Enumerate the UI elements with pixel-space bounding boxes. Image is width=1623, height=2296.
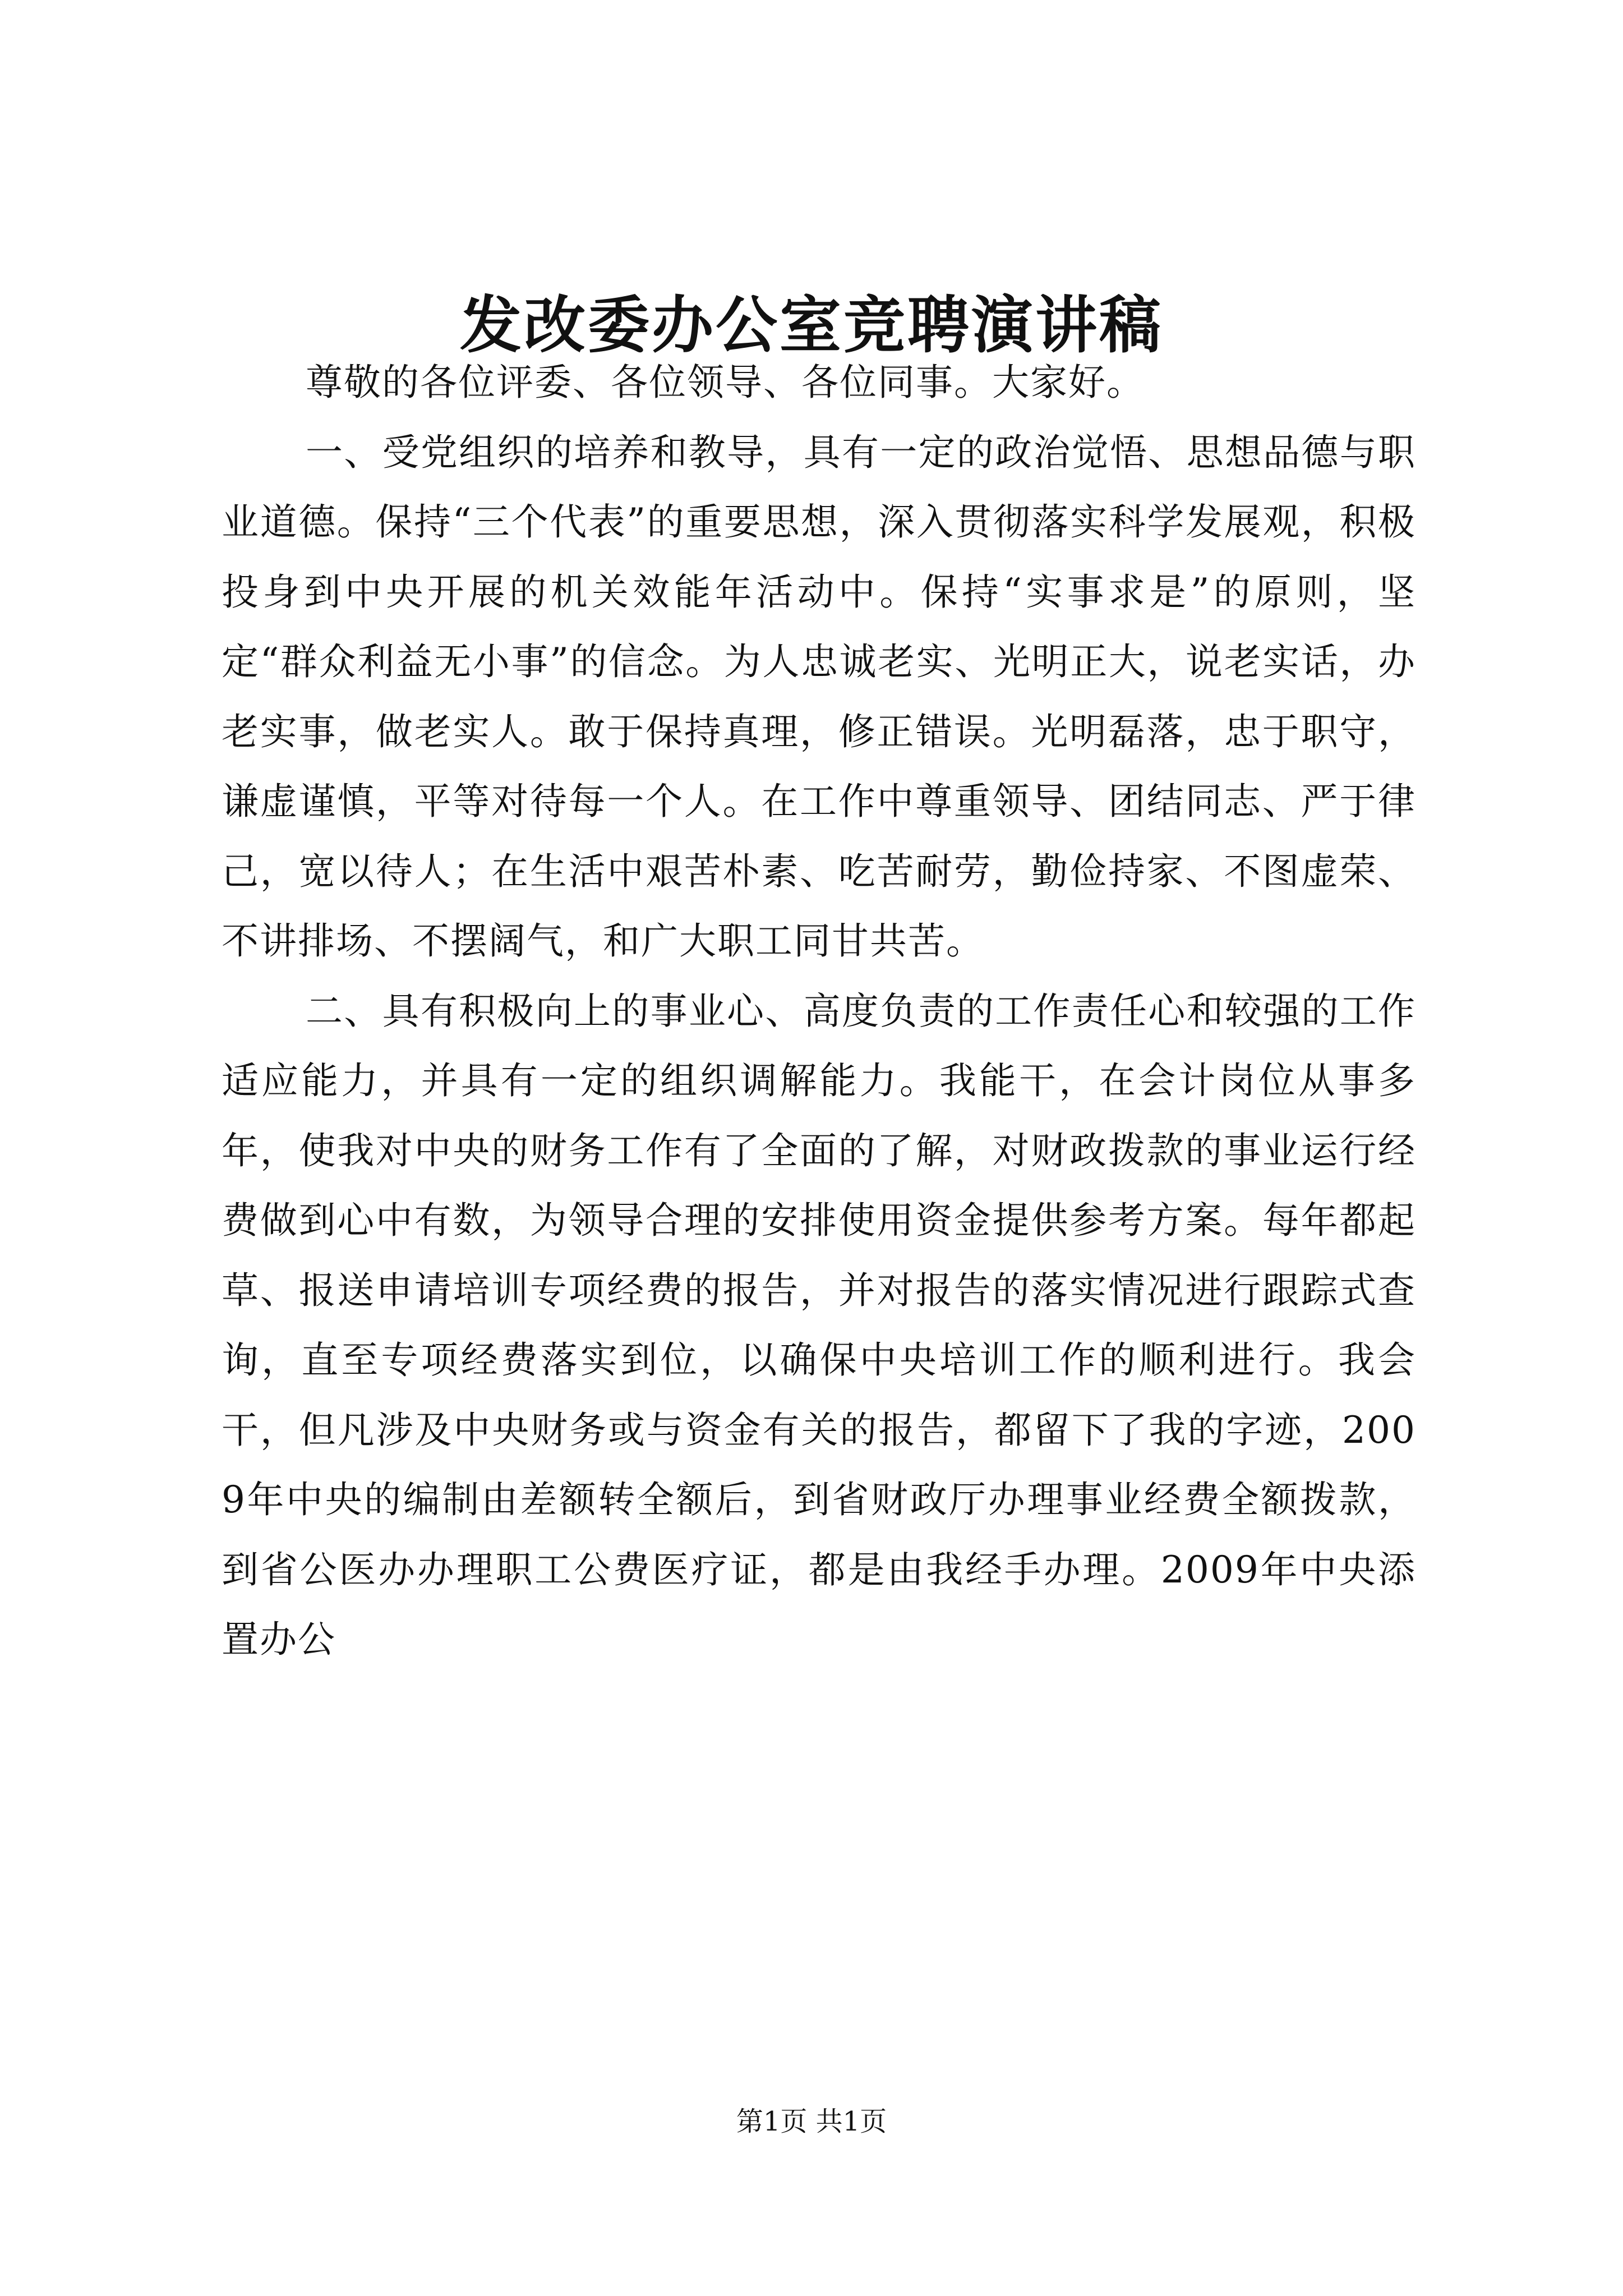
document-body: [222, 348, 1416, 1675]
paragraph-greeting: 尊敬的各位评委、各位领导、各位同事。大家好。: [306, 361, 1145, 404]
paragraph-section-one: 一、受党组织的培养和教导，具有一定的政治觉悟、思想品德与职业道德。保持“三个代表”的重要思想，深入贯彻落实科学发展观，积极投身到中央开展的机关效能年活动中。保持“实事求是”的原则，坚定“群众利益无小事”的信念。为人忠诚老实、光明正大，说老实话，办老实事，做老实人。敢于保持真理，修正错误。光明磊落，忠于职守，谦虚谨慎，平等对待每一个人。在工作中尊重领导、团结同志、严于律己，宽以待人；在生活中艰苦朴素、吃苦耐劳，勤俭持家、不图虚荣、不讲排场、不摆阔气，和广大职工同甘共苦。: [222, 430, 1416, 963]
paragraph-section-two: 二、具有积极向上的事业心、高度负责的工作责任心和较强的工作适应能力，并具有一定的组织调解能力。我能干，在会计岗位从事多年，使我对中央的财务工作有了全面的了解，对财政拨款的事业运行经费做到心中有数，为领导合理的安排使用资金提供参考方案。每年都起草、报送申请培训专项经费的报告，并对报告的落实情况进行跟踪式查询，直至专项经费落实到位，以确保中央培训工作的顺利进行。我会干，但凡涉及中央财务或与资金有关的报告，都留下了我的字迹，2009年中央的编制由差额转全额后，到省财政厅办理事业经费全额拨款，到省公医办办理职工公费医疗证，都是由我经手办理。2009年中央添置办公: [222, 989, 1416, 1661]
document-title: 发改委办公室竞聘演讲稿: [460, 289, 1163, 361]
page-number-footer: 第1页 共1页: [736, 2106, 887, 2137]
